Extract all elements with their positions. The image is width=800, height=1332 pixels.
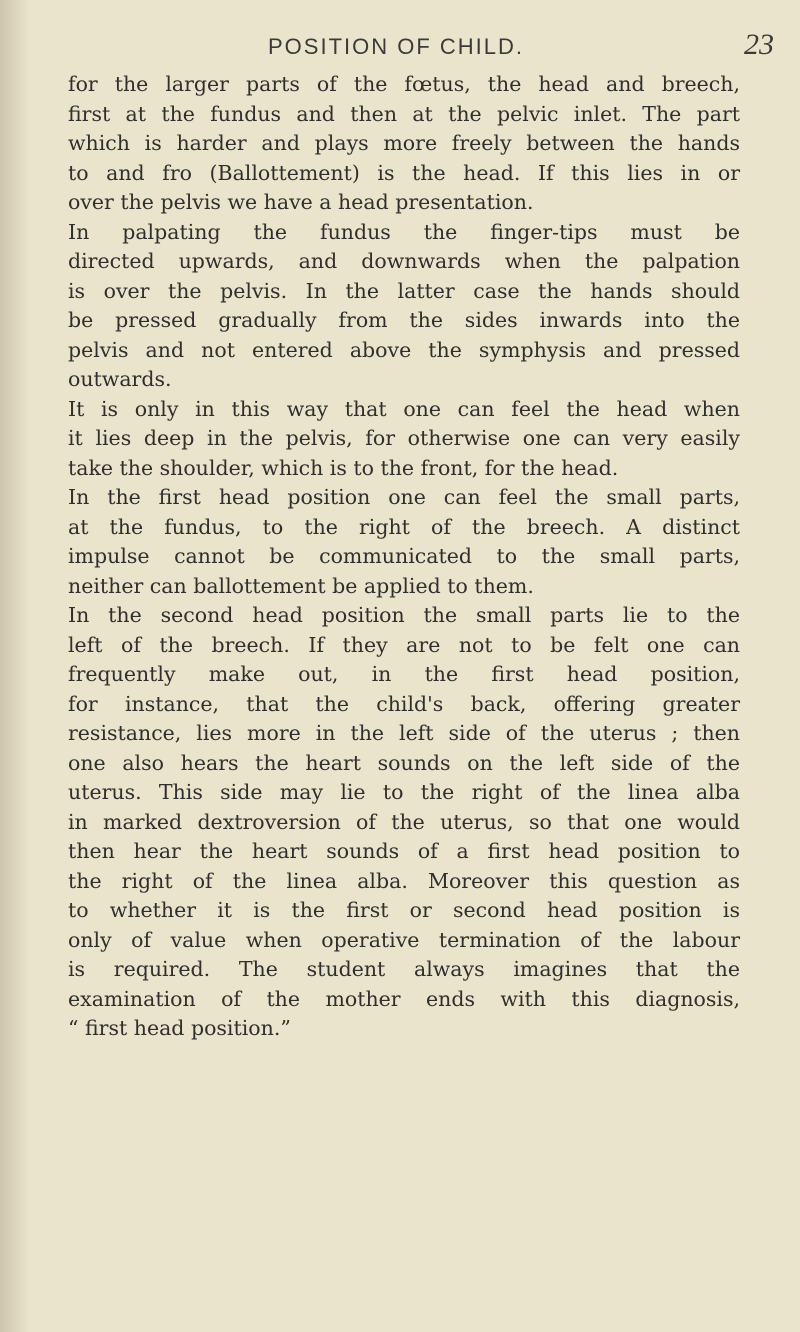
text-line: It is only in this way that one can feel the head when xyxy=(68,396,740,421)
text-line: over the pelvis we have a head presentation. xyxy=(68,190,534,214)
text-line: one also hears the heart sounds on the left side of the xyxy=(68,750,740,775)
text-line: for the larger parts of the fœtus, the head and breech, xyxy=(68,72,740,96)
text-line: In the second head position the small parts lie to the xyxy=(68,603,740,627)
body-text xyxy=(68,70,740,1044)
text-line: to and fro (Ballottement) is the head. If this lies in or xyxy=(68,160,740,185)
running-title: POSITION OF CHILD. xyxy=(268,34,525,59)
text-line: uterus. This side may lie to the right of the linea alba xyxy=(68,780,740,804)
text-line: only of value when operative termination of the labour xyxy=(68,927,740,952)
text-line: first at the fundus and then at the pelvic inlet. The part xyxy=(68,101,740,126)
text-line: neither can ballottement be applied to them. xyxy=(68,573,534,598)
text-line: to whether it is the first or second head position is xyxy=(68,898,740,922)
text-line: for instance, that the child's back, offering greater xyxy=(68,691,740,716)
page-number: 23 xyxy=(744,28,774,61)
text-line: resistance, lies more in the left side of the uterus ; then xyxy=(68,721,740,745)
text-line: is over the pelvis. In the latter case the hands should xyxy=(68,278,740,303)
text-line: examination of the mother ends with this diagnosis, xyxy=(68,986,740,1011)
text-line: the right of the linea alba. Moreover this question as xyxy=(68,868,740,893)
text-line: impulse cannot be communicated to the small parts, xyxy=(68,544,740,568)
text-line: it lies deep in the pelvis, for otherwise one can very easily xyxy=(68,426,740,450)
text-line: In the first head position one can feel the small parts, xyxy=(68,485,740,509)
text-line: take the shoulder, which is to the front, for the head. xyxy=(68,455,619,480)
text-line: then hear the heart sounds of a first head position to xyxy=(68,839,740,863)
text-line: frequently make out, in the first head position, xyxy=(68,662,740,686)
text-line: is required. The student always imagines that the xyxy=(68,957,740,981)
text-line: left of the breech. If they are not to be felt one can xyxy=(68,632,740,657)
text-line: In palpating the fundus the finger-tips must be xyxy=(68,219,740,244)
text-line: which is harder and plays more freely between the hands xyxy=(68,131,740,155)
text-line: be pressed gradually from the sides inwards into the xyxy=(68,308,740,332)
text-line: “ first head position.” xyxy=(68,1016,291,1040)
text-line: in marked dextroversion of the uterus, so that one would xyxy=(68,809,740,834)
text-line: outwards. xyxy=(68,367,172,391)
text-line: directed upwards, and downwards when the palpation xyxy=(68,249,740,273)
running-head xyxy=(0,22,800,62)
text-line: at the fundus, to the right of the breech. A distinct xyxy=(68,514,740,539)
gutter-shadow xyxy=(0,0,30,1332)
text-line: pelvis and not entered above the symphysis and pressed xyxy=(68,337,740,362)
